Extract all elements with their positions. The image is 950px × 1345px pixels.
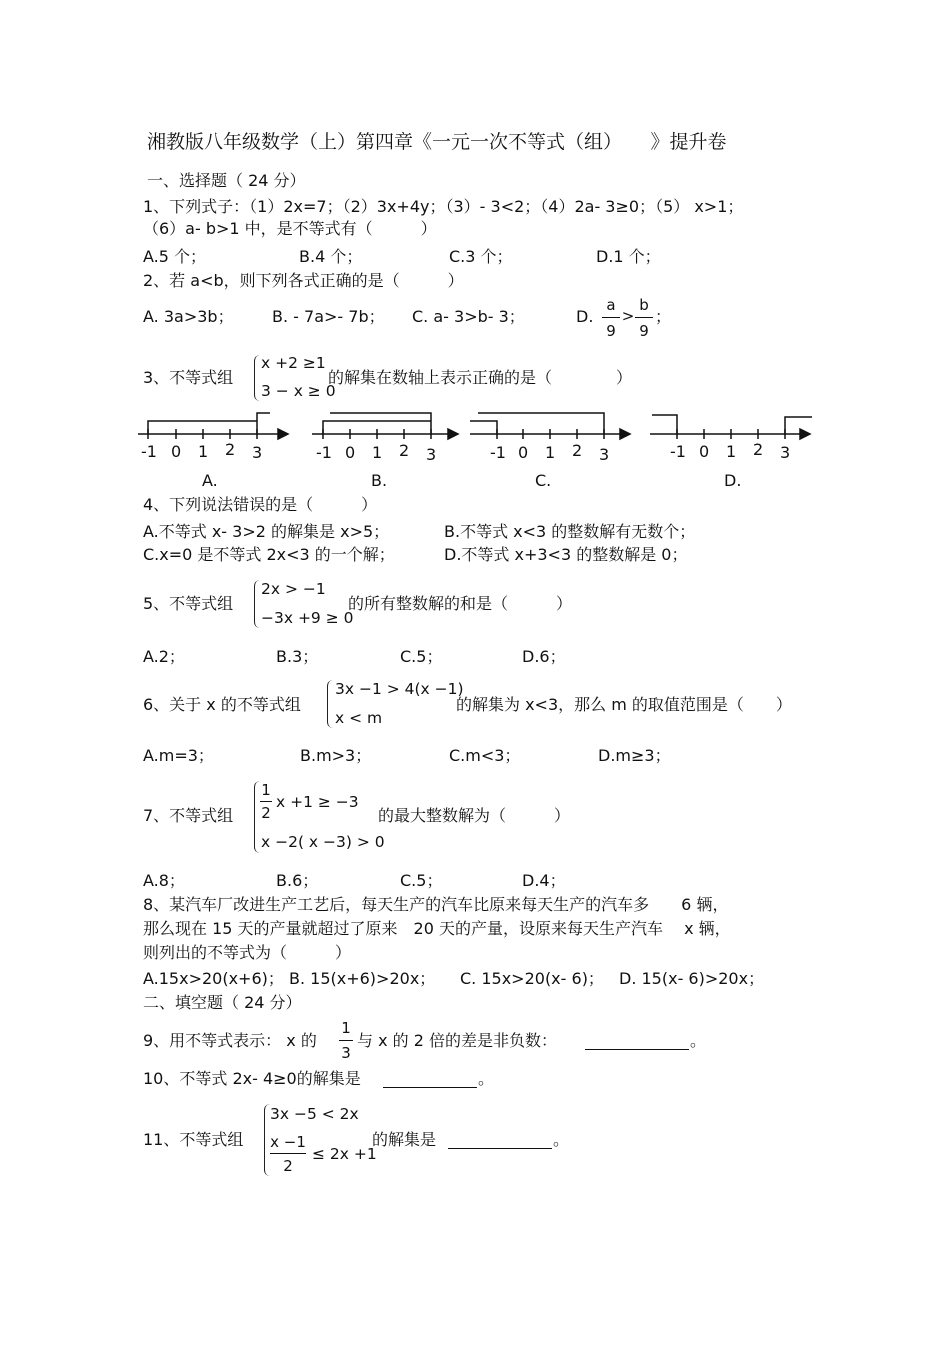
- q4-option-a: A.不等式 x- 3>2 的解集是 x>5；: [143, 522, 390, 541]
- q7-tail: 的最大整数解为（ ）: [378, 806, 571, 825]
- q8-option-a: A.15x>20(x+6)；: [143, 969, 284, 988]
- q1-option-a: A.5 个；: [143, 247, 207, 266]
- q11-stem: 11、不等式组: [143, 1130, 244, 1149]
- q2-d-denominator-b: 9: [639, 322, 649, 340]
- q2-option-d: D.: [576, 307, 594, 326]
- section-choice-heading: 一、选择题（ 24 分）: [147, 171, 306, 190]
- q7-frac-numerator: 1: [261, 781, 271, 799]
- q5-system-brace: [254, 580, 261, 628]
- axis-b-label-neg1: -1: [316, 443, 332, 462]
- q7-stem: 7、不等式组: [143, 806, 234, 825]
- page-title: 湘教版八年级数学（上）第四章《一元一次不等式（组） 》提升卷: [147, 131, 727, 153]
- q3-option-a: A.: [202, 471, 218, 490]
- axis-d-label-3: 3: [780, 443, 791, 462]
- q3-system-line1: x +2 ≥1: [261, 354, 326, 372]
- axis-a-label-3: 3: [252, 443, 263, 462]
- axis-b-label-0: 0: [345, 443, 356, 462]
- q5-stem: 5、不等式组: [143, 594, 234, 613]
- q1-option-d: D.1 个；: [596, 247, 661, 266]
- axis-c-label-1: 1: [545, 443, 556, 462]
- q9-frac-denominator: 3: [341, 1044, 351, 1062]
- axis-d-label-0: 0: [699, 442, 710, 461]
- q8-option-c: C. 15x>20(x- 6)；: [460, 969, 604, 988]
- number-line-a: [138, 413, 288, 439]
- axis-a-label-neg1: -1: [141, 442, 157, 461]
- axis-a-label-1: 1: [198, 442, 209, 461]
- q5-option-c: C.5；: [400, 647, 443, 666]
- axis-c-label-0: 0: [518, 443, 529, 462]
- q1-line2: （6）a- b>1 中，是不等式有（ ）: [143, 219, 437, 238]
- axis-b-label-3: 3: [426, 445, 437, 464]
- section-fill-heading: 二、填空题（ 24 分）: [143, 993, 302, 1012]
- q3-option-c: C.: [535, 471, 552, 490]
- q2-option-b: B. - 7a>- 7b；: [272, 307, 385, 326]
- q1-line1: 1、下列式子：（1）2x=7；（2）3x+4y；（3）- 3<2；（4）2a- 3≥0；（5） x>1；: [143, 197, 744, 216]
- q1-option-b: B.4 个；: [299, 247, 363, 266]
- q7-system-line1: x +1 ≥ −3: [276, 793, 359, 811]
- q11-frac-numerator: x −1: [270, 1133, 306, 1151]
- number-line-c: [470, 413, 630, 439]
- q8-line3: 则列出的不等式为（ ）: [143, 943, 352, 962]
- q8-line2: 那么现在 15 天的产量就超过了原来 20 天的产量，设原来每天生产汽车 x 辆，: [143, 919, 731, 938]
- q2-option-c: C. a- 3>b- 3；: [412, 307, 525, 326]
- q9-end: 。: [690, 1031, 707, 1050]
- q11-frac-bar: [270, 1153, 306, 1154]
- q6-system-line1: 3x −1 > 4(x −1): [335, 680, 464, 698]
- q6-stem: 6、关于 x 的不等式组: [143, 695, 301, 714]
- q11-system-line1: 3x −5 < 2x: [270, 1105, 359, 1123]
- q3-option-b: B.: [371, 471, 388, 490]
- q6-option-b: B.m>3；: [300, 746, 372, 765]
- q2-d-end: ；: [655, 307, 672, 326]
- axis-a-label-0: 0: [171, 442, 182, 461]
- q9-post: 与 x 的 2 倍的差是非负数：: [357, 1031, 557, 1050]
- q6-option-d: D.m≥3；: [598, 746, 671, 765]
- q3-system-line2: 3 − x ≥ 0: [261, 382, 336, 400]
- axis-c-label-3: 3: [599, 445, 610, 464]
- q6-tail: 的解集为 x<3，那么 m 的取值范围是（ ）: [456, 695, 792, 714]
- q5-tail: 的所有整数解的和是（ ）: [348, 594, 573, 613]
- q2-d-denominator-a: 9: [606, 322, 616, 340]
- q7-option-c: C.5；: [400, 871, 443, 890]
- q9-frac-numerator: 1: [341, 1019, 351, 1037]
- q11-tail: 的解集是: [372, 1130, 437, 1149]
- q3-tail: 的解集在数轴上表示正确的是（ ）: [328, 368, 633, 387]
- q2-option-a: A. 3a>3b；: [143, 307, 234, 326]
- axis-a-label-2: 2: [225, 440, 236, 459]
- q9-frac-bar: [339, 1040, 353, 1041]
- q7-frac-bar: [260, 801, 272, 802]
- q4-option-c: C.x=0 是不等式 2x<3 的一个解；: [143, 545, 395, 564]
- q5-system-line1: 2x > −1: [261, 580, 326, 598]
- q2-d-greater-sign: >: [621, 307, 635, 325]
- q11-answer-blank[interactable]: [448, 1147, 552, 1149]
- q1-option-c: C.3 个；: [449, 247, 513, 266]
- axis-c-label-2: 2: [572, 441, 583, 460]
- q7-system-line2: x −2( x −3) > 0: [261, 833, 385, 851]
- axis-b-label-2: 2: [399, 441, 410, 460]
- q11-frac-denominator: 2: [283, 1157, 293, 1175]
- q7-frac-denominator: 2: [261, 804, 271, 822]
- q10-answer-blank[interactable]: [383, 1086, 477, 1088]
- q5-option-d: D.6；: [522, 647, 566, 666]
- q10-end: 。: [478, 1069, 495, 1088]
- q6-system-line2: x < m: [335, 709, 383, 727]
- q6-option-a: A.m=3；: [143, 746, 214, 765]
- q6-system-brace: [327, 680, 334, 728]
- q4-option-b: B.不等式 x<3 的整数解有无数个；: [444, 522, 696, 541]
- q11-system-line2: ≤ 2x +1: [312, 1145, 377, 1163]
- q5-system-line2: −3x +9 ≥ 0: [261, 609, 354, 627]
- q2-d-numerator-a: a: [606, 296, 616, 314]
- axis-d-label-2: 2: [753, 440, 764, 459]
- q9-answer-blank[interactable]: [585, 1048, 689, 1050]
- number-line-d: [650, 415, 812, 439]
- axis-d-label-neg1: -1: [670, 442, 686, 461]
- q4-stem: 4、下列说法错误的是（ ）: [143, 495, 378, 514]
- q7-option-a: A.8；: [143, 871, 185, 890]
- q11-end: 。: [553, 1130, 570, 1149]
- q2-d-numerator-b: b: [639, 296, 649, 314]
- q3-option-d: D.: [724, 471, 742, 490]
- axis-d-label-1: 1: [726, 442, 737, 461]
- q5-option-a: A.2；: [143, 647, 185, 666]
- q10-pre: 10、不等式 2x- 4≥0的解集是: [143, 1069, 361, 1088]
- axis-b-label-1: 1: [372, 443, 383, 462]
- q4-option-d: D.不等式 x+3<3 的整数解是 0；: [444, 545, 688, 564]
- q8-option-b: B. 15(x+6)>20x；: [289, 969, 436, 988]
- number-line-b: [312, 413, 458, 439]
- q8-option-d: D. 15(x- 6)>20x；: [619, 969, 765, 988]
- q7-option-b: B.6；: [276, 871, 319, 890]
- q5-option-b: B.3；: [276, 647, 319, 666]
- q7-option-d: D.4；: [522, 871, 566, 890]
- q3-stem: 3、不等式组: [143, 368, 234, 387]
- axis-c-label-neg1: -1: [490, 443, 506, 462]
- q2-stem: 2、若 a<b，则下列各式正确的是（ ）: [143, 271, 464, 290]
- q8-line1: 8、某汽车厂改进生产工艺后，每天生产的汽车比原来每天生产的汽车多 6 辆，: [143, 895, 729, 914]
- q9-pre: 9、用不等式表示： x 的: [143, 1031, 317, 1050]
- q6-option-c: C.m<3；: [449, 746, 521, 765]
